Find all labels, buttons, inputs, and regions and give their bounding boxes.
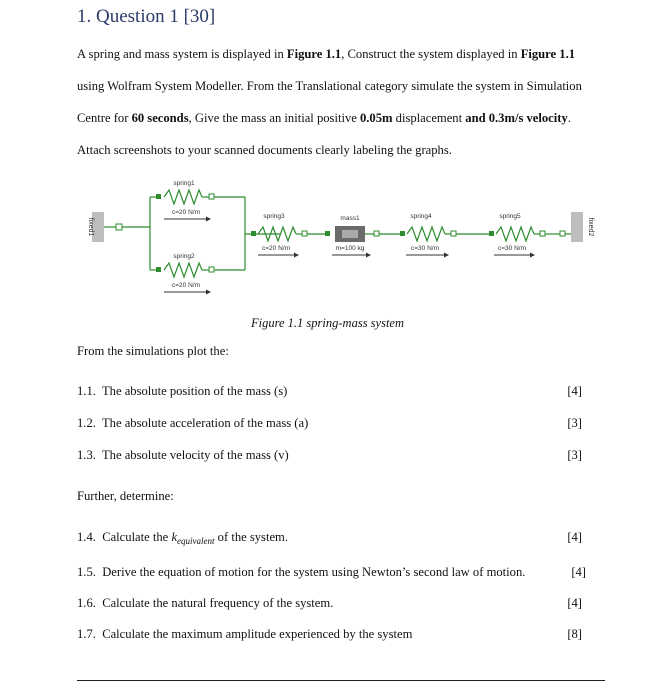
spring1-param: c=20 N/m [172,209,200,216]
mass1-name: mass1 [340,215,360,222]
question-marks: [4] [567,596,582,610]
question-item: 1.6. Calculate the natural frequency of the system. [77,596,334,610]
spring4-coil [407,227,445,241]
question-marks: [8] [567,627,582,641]
spring5-name: spring5 [499,213,521,220]
question-marks: [4] [567,384,582,398]
spring1-name: spring1 [173,180,195,187]
spring3-param: c=20 N/m [262,245,290,252]
para-bold-3: 60 seconds [131,111,189,125]
fixed2-label: fixed2 [587,217,594,237]
question-item: 1.4. Calculate the $k_{equivalent}$ of the system. [77,530,288,546]
spring2-param: c=20 N/m [172,282,200,289]
question-item: 1.2. The absolute acceleration of the mass (a) [77,416,309,430]
fixed2-block [571,212,583,242]
spring4-name: spring4 [410,213,432,220]
spring4-param: c=30 N/m [411,245,439,252]
spring5-param: c=30 N/m [498,245,526,252]
question-item: 1.5. Derive the equation of motion for the system using Newton’s second law of motion. [77,565,526,579]
question-item: 1.7. Calculate the maximum amplitude experienced by the system [77,627,413,641]
spring1-coil [164,190,202,204]
para-bold-1: Figure 1.1 [286,47,342,61]
question-item: 1.3. The absolute velocity of the mass (v) [77,448,289,462]
question-paragraph [77,38,605,166]
para-text-4: , Give the mass an initial positive [188,111,360,125]
plot-intro: From the simulations plot the: [77,344,229,358]
spring2-coil [164,263,202,277]
question-marks: [4] [567,530,582,544]
bottom-rule [77,680,605,681]
question-marks: [4] [571,565,586,579]
para-text-3: using Wolfram System Modeller. From the Translational category simulate the system in Simulation Centre for [77,79,582,125]
fixed1-label: fixed1 [87,217,94,237]
para-text-6: . Attach screenshots to your scanned documents clearly labeling the graphs. [77,111,571,157]
spring-mass-diagram [84,170,604,305]
further-intro: Further, determine: [77,489,174,503]
question-heading: 1. Question 1 [30] [77,6,216,27]
spring3-name: spring3 [263,213,285,220]
figure-caption: Figure 1.1 spring-mass system [251,316,405,330]
mass1-param: m=100 kg [335,245,365,252]
spring5-coil [496,227,534,241]
para-text-2: , Construct the system displayed in [341,47,521,61]
question-marks: [3] [567,416,582,430]
para-bold-2: Figure 1.1 [520,47,576,61]
question-item: 1.1. The absolute position of the mass (s) [77,384,288,398]
para-bold-5: and 0.3m/s velocity [465,111,568,125]
question-marks: [3] [567,448,582,462]
para-text-5: displacement [392,111,466,125]
para-bold-4: 0.05m [359,111,393,125]
para-text-1: A spring and mass system is displayed in [77,47,287,61]
spring2-name: spring2 [173,253,195,260]
